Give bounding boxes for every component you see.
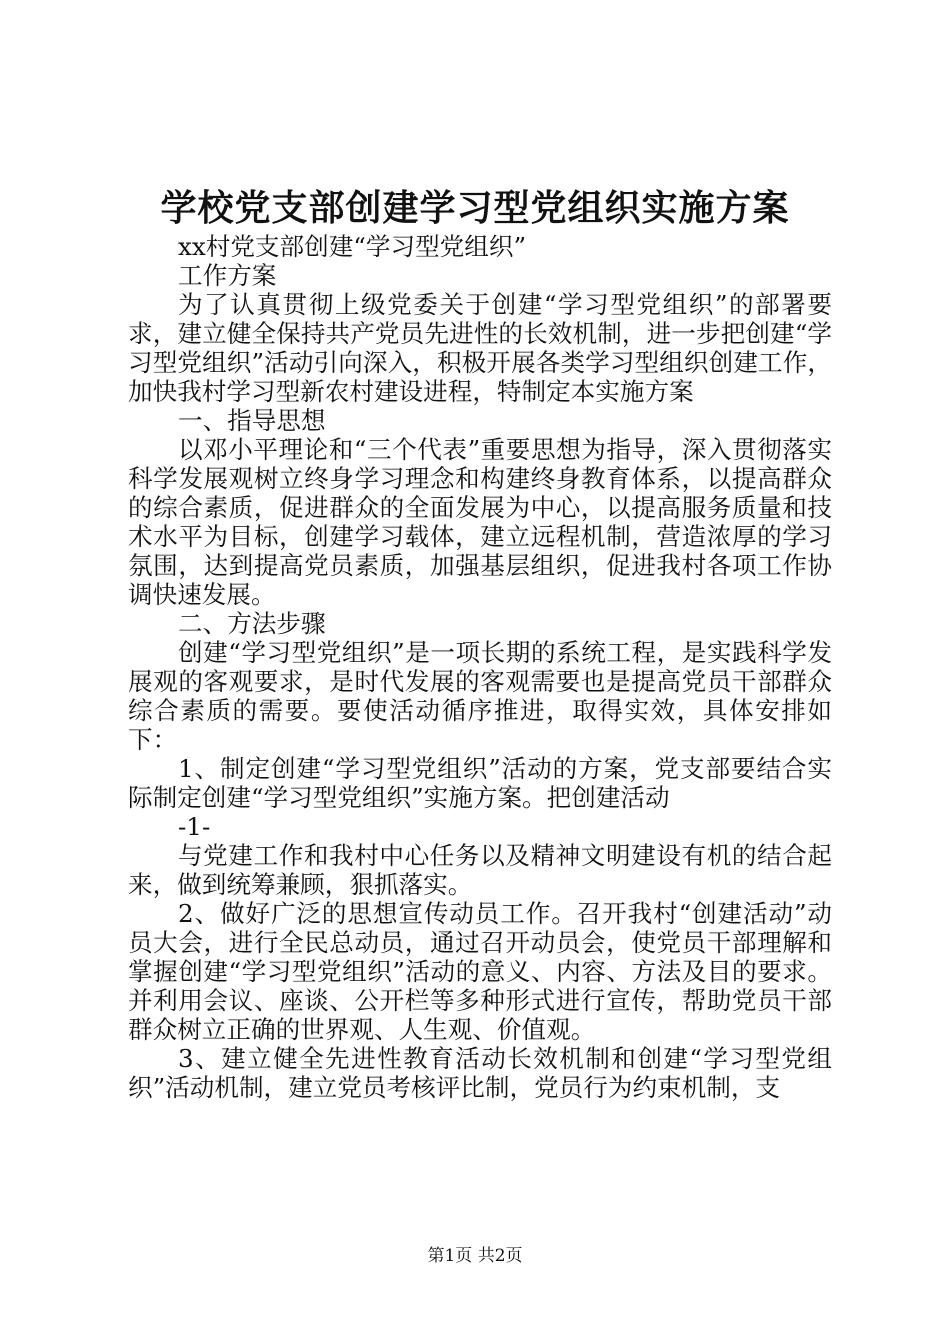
- paragraph-step-2: 2、做好广泛的思想宣传动员工作。召开我村“创建活动”动员大会，进行全民总动员，通过召开动员会，使党员干部理解和掌握创建“学习型党组织”活动的意义、内容、方法及目的要求。并利用会议、座谈、公开栏等多种形式进行宣传，帮助党员干部群众树立正确的世界观、人生观、价值观。: [128, 899, 832, 1044]
- paragraph-heading-line-1: xx村党支部创建“学习型党组织”: [178, 232, 527, 261]
- section-heading-methods: 二、方法步骤: [178, 609, 326, 638]
- paragraph-heading-line-2: 工作方案: [178, 261, 277, 290]
- paragraph-step-3: 3、建立健全先进性教育活动长效机制和创建“学习型党组织”活动机制，建立党员考核评比制，党员行为约束机制，支: [128, 1044, 832, 1102]
- document-title: 学校党支部创建学习型党组织实施方案: [160, 187, 790, 229]
- section-heading-guiding-ideology: 一、指导思想: [178, 406, 326, 435]
- paragraph-guiding-ideology: 以邓小平理论和“三个代表”重要思想为指导，深入贯彻落实科学发展观树立终身学习理念和构建终身教育体系，以提高群众的综合素质，促进群众的全面发展为中心，以提高服务质量和技术水平为目标，创建学习载体，建立远程机制，营造浓厚的学习氛围，达到提高党员素质，加强基层组织，促进我村各项工作协调快速发展。: [128, 435, 832, 609]
- page-marker: -1-: [178, 812, 211, 841]
- page-footer: 第1页 共2页: [427, 1246, 523, 1266]
- document-body: [128, 232, 832, 1102]
- paragraph-step-1-continued: 与党建工作和我村中心任务以及精神文明建设有机的结合起来，做到统筹兼顾，狠抓落实。: [128, 841, 832, 899]
- paragraph-step-1: 1、制定创建“学习型党组织”活动的方案，党支部要结合实际制定创建“学习型党组织”实施方案。把创建活动: [128, 754, 832, 812]
- paragraph-methods: 创建“学习型党组织”是一项长期的系统工程，是实践科学发展观的客观要求，是时代发展的客观需要也是提高党员干部群众综合素质的需要。要使活动循序推进，取得实效，具体安排如下：: [128, 638, 832, 754]
- paragraph-intro: 为了认真贯彻上级党委关于创建“学习型党组织”的部署要求，建立健全保持共产党员先进性的长效机制，进一步把创建“学习型党组织”活动引向深入，积极开展各类学习型组织创建工作，加快我村学习型新农村建设进程，特制定本实施方案: [128, 290, 832, 406]
